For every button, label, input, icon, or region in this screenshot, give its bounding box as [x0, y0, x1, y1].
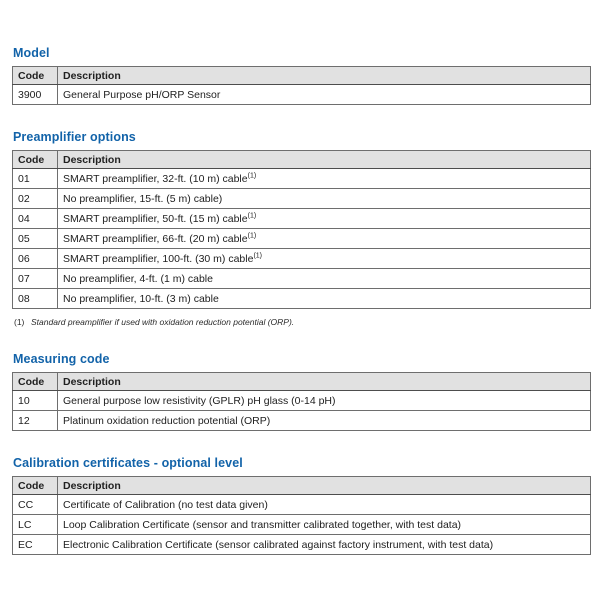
- description-cell: Platinum oxidation reduction potential (ORP): [58, 411, 591, 431]
- section-model: [12, 46, 591, 105]
- table-row: [13, 269, 591, 289]
- description-cell: No preamplifier, 10-ft. (3 m) cable: [58, 289, 591, 309]
- section-measuring-code: [12, 352, 591, 431]
- column-header-code: Code: [13, 477, 58, 495]
- table-header-row: [13, 151, 591, 169]
- section-heading-model: Model: [13, 46, 50, 60]
- description-cell: General Purpose pH/ORP Sensor: [58, 85, 591, 105]
- calibration-certificates-table: [12, 476, 591, 555]
- section-heading-preamplifier-options: Preamplifier options: [13, 130, 136, 144]
- column-header-description: Description: [58, 151, 591, 169]
- measuring-code-table: [12, 372, 591, 431]
- table-row: [13, 289, 591, 309]
- code-cell: 06: [13, 249, 58, 269]
- section-calibration-certificates: [12, 456, 591, 555]
- description-cell: SMART preamplifier, 50-ft. (15 m) cable$^{(1)}$: [58, 209, 591, 229]
- column-header-description: Description: [58, 477, 591, 495]
- table-row: [13, 189, 591, 209]
- column-header-code: Code: [13, 67, 58, 85]
- table-row: [13, 495, 591, 515]
- code-cell: CC: [13, 495, 58, 515]
- section-heading-calibration-certificates: Calibration certificates - optional level: [13, 456, 243, 470]
- footnote-text: Standard preamplifier if used with oxidation reduction potential (ORP).: [31, 317, 295, 327]
- model-table: [12, 66, 591, 105]
- table-row: [13, 209, 591, 229]
- table-row: [13, 515, 591, 535]
- table-header-row: [13, 67, 591, 85]
- code-cell: LC: [13, 515, 58, 535]
- footnote-marker: (1): [14, 317, 25, 327]
- code-cell: 05: [13, 229, 58, 249]
- footnote-reference: (1): [247, 212, 257, 219]
- section-heading-measuring-code: Measuring code: [13, 352, 110, 366]
- code-cell: 01: [13, 169, 58, 189]
- table-header-row: [13, 477, 591, 495]
- preamplifier-options-table: [12, 150, 591, 309]
- code-cell: 10: [13, 391, 58, 411]
- description-cell: Loop Calibration Certificate (sensor and transmitter calibrated together, with test data): [58, 515, 591, 535]
- code-cell: 04: [13, 209, 58, 229]
- footnote-reference: (1): [247, 172, 257, 179]
- column-header-description: Description: [58, 373, 591, 391]
- column-header-description: Description: [58, 67, 591, 85]
- description-cell: SMART preamplifier, 66-ft. (20 m) cable$^{(1)}$: [58, 229, 591, 249]
- table-row: [13, 535, 591, 555]
- footnote-reference: (1): [253, 252, 262, 259]
- code-cell: 08: [13, 289, 58, 309]
- table-row: [13, 411, 591, 431]
- description-cell: Electronic Calibration Certificate (sensor calibrated against factory instrument, with test data): [58, 535, 591, 555]
- footnote-reference: (1): [247, 232, 257, 239]
- description-cell: No preamplifier, 4-ft. (1 m) cable: [58, 269, 591, 289]
- description-cell: SMART preamplifier, 32-ft. (10 m) cable$^{(1)}$: [58, 169, 591, 189]
- table-row: [13, 85, 591, 105]
- description-cell: Certificate of Calibration (no test data given): [58, 495, 591, 515]
- section-preamplifier-options: [12, 130, 591, 327]
- table-row: [13, 391, 591, 411]
- code-cell: 3900: [13, 85, 58, 105]
- column-header-code: Code: [13, 151, 58, 169]
- code-cell: 07: [13, 269, 58, 289]
- code-cell: 12: [13, 411, 58, 431]
- table-row: [13, 169, 591, 189]
- description-cell: No preamplifier, 15-ft. (5 m) cable): [58, 189, 591, 209]
- table-row: [13, 249, 591, 269]
- table-header-row: [13, 373, 591, 391]
- code-cell: 02: [13, 189, 58, 209]
- footnote: [14, 317, 591, 327]
- description-cell: SMART preamplifier, 100-ft. (30 m) cable$^{(1)}$: [58, 249, 591, 269]
- table-row: [13, 229, 591, 249]
- column-header-code: Code: [13, 373, 58, 391]
- description-cell: General purpose low resistivity (GPLR) pH glass (0-14 pH): [58, 391, 591, 411]
- code-cell: EC: [13, 535, 58, 555]
